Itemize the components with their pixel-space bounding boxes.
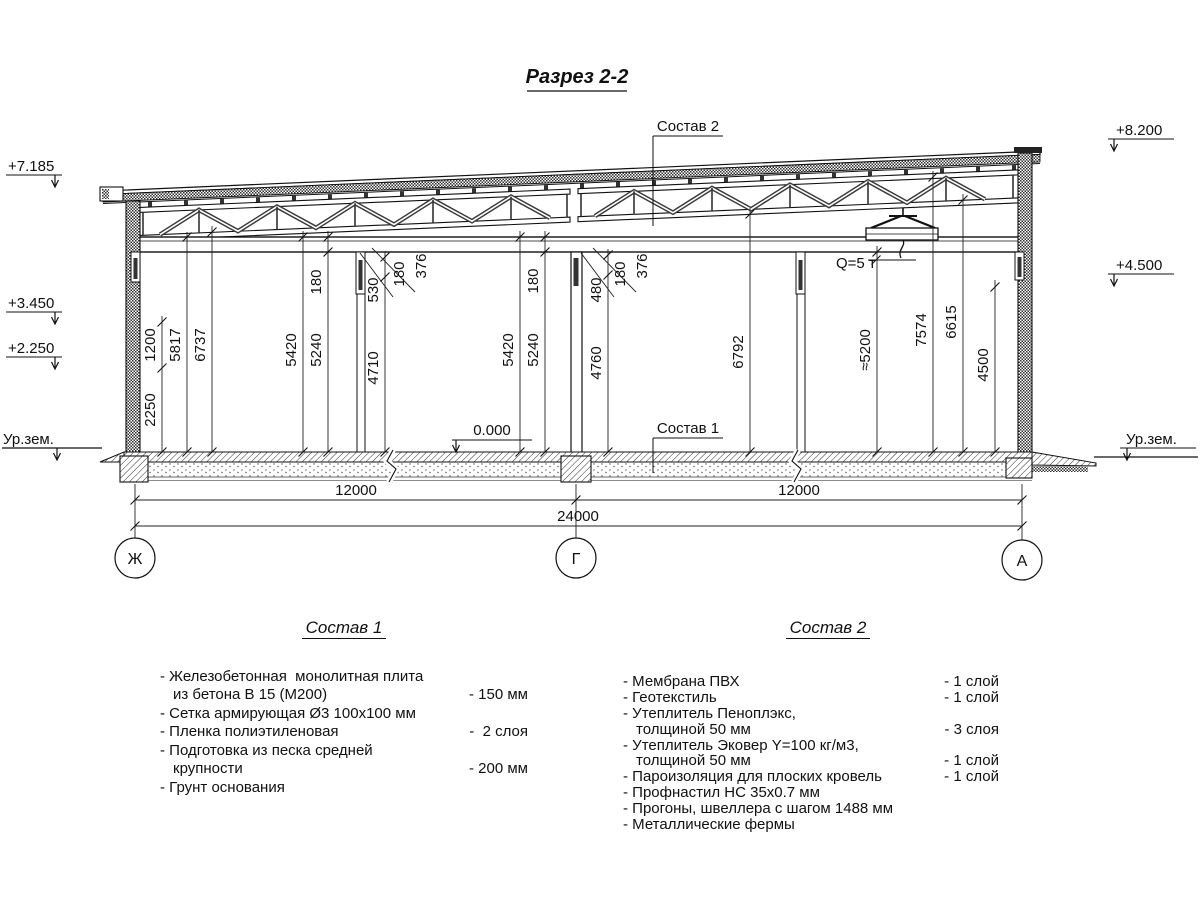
dim-6792: 6792 [730,335,747,369]
right-wall [1018,153,1032,465]
list-item: - Металлические фермы [623,816,795,834]
list-item: из бетона В 15 (М200) - 150 мм [173,686,528,703]
footing-middle [561,456,591,482]
composition-2-block [623,620,999,833]
dim-b1-lead-376: 376 [413,253,430,279]
sostav2-leader-label: Состав 2 [656,118,720,135]
dim-b1-lead-180: 180 [391,261,408,287]
drawing-title: Разрез 2-2 [525,66,629,88]
level-3450: +3.450 [8,295,55,312]
list-item: - Пароизоляция для плоских кровель - 1 слой [623,768,999,786]
list-item: - Профнастил НС 35x0.7 мм [623,784,820,802]
dim-b2-480: 480 [588,277,605,303]
level-7185: +7.185 [8,158,55,175]
list-item: - Подготовка из песка средней [160,741,373,759]
dim-6737: 6737 [192,328,209,362]
list-item: - Прогоны, швеллера с шагом 1488 мм [623,800,894,818]
dim-24000: 24000 [557,508,599,525]
dim-b2-lead-180: 180 [612,261,629,287]
list-item: - Грунт основания [160,778,285,796]
dim-b2-lead-376: 376 [634,253,651,279]
composition-1-block [160,619,528,797]
columns [131,252,1024,458]
list-item: - Утеплитель Пеноплэкс, [623,704,796,722]
dim-b2-5420: 5420 [500,333,517,367]
dim-6615: 6615 [943,305,960,339]
parapet-cap [1014,147,1042,153]
dim-b2-4760: 4760 [588,346,605,380]
footing-right [1006,458,1032,478]
crane-capacity-label: Q=5 т [836,255,876,272]
axis-zh: Ж [127,551,143,568]
left-wall [126,201,140,460]
dim-b1-4710: 4710 [365,351,382,385]
dim-b1-5420: 5420 [283,333,300,367]
ground-level-left: Ур.зем. [3,431,54,448]
list-item: крупности - 200 мм [173,760,528,777]
dim-b2-5240: 5240 [525,333,542,367]
level-8200: +8.200 [1116,122,1163,139]
axis-g: Г [571,551,581,568]
list-item: - Сетка армирующая Ø3 100x100 мм [160,704,416,722]
list-item: толщиной 50 мм - 1 слой [636,752,999,770]
level-2250: +2.250 [8,340,55,357]
list-item: - Утеплитель Эковер Y=100 кг/м3, [623,736,859,754]
right-apron [1032,452,1096,466]
level-zero: 0.000 [473,422,511,439]
list-item: - Мембрана ПВХ - 1 слой [623,672,999,690]
horizontal-dimensions [131,482,1027,532]
axis-a: А [1016,553,1028,570]
composition-1-title: Состав 1 [160,619,528,639]
ground-level-right: Ур.зем. [1126,431,1177,448]
right-apron-base [1032,466,1088,472]
level-4500: +4.500 [1116,257,1163,274]
dim-b1-530: 530 [365,277,382,303]
dim-b1-5240: 5240 [308,333,325,367]
dim-b2-180: 180 [525,268,542,294]
dim-5200: ≈5200 [857,329,874,371]
floor-slab [2,448,1198,482]
composition-2-title: Состав 2 [640,620,1016,637]
list-item: - Железобетонная монолитная плита [160,667,424,685]
list-item: - Геотекстиль - 1 слой [623,688,999,706]
dim-1200: 1200 [142,328,159,362]
dim-12000-left: 12000 [335,482,377,499]
dim-5817: 5817 [167,328,184,362]
footing-left [120,456,148,482]
vertical-dimension-labels [142,253,992,426]
dim-12000-right: 12000 [778,482,820,499]
dim-4500: 4500 [975,348,992,382]
list-item: - Пленка полиэтиленовая - 2 слоя [160,723,528,740]
dim-2250: 2250 [142,393,159,427]
dim-7574: 7574 [913,313,930,347]
list-item: толщиной 50 мм - 3 слоя [636,720,999,738]
dim-b1-180: 180 [308,269,325,295]
sostav1-leader-label: Состав 1 [656,420,720,437]
